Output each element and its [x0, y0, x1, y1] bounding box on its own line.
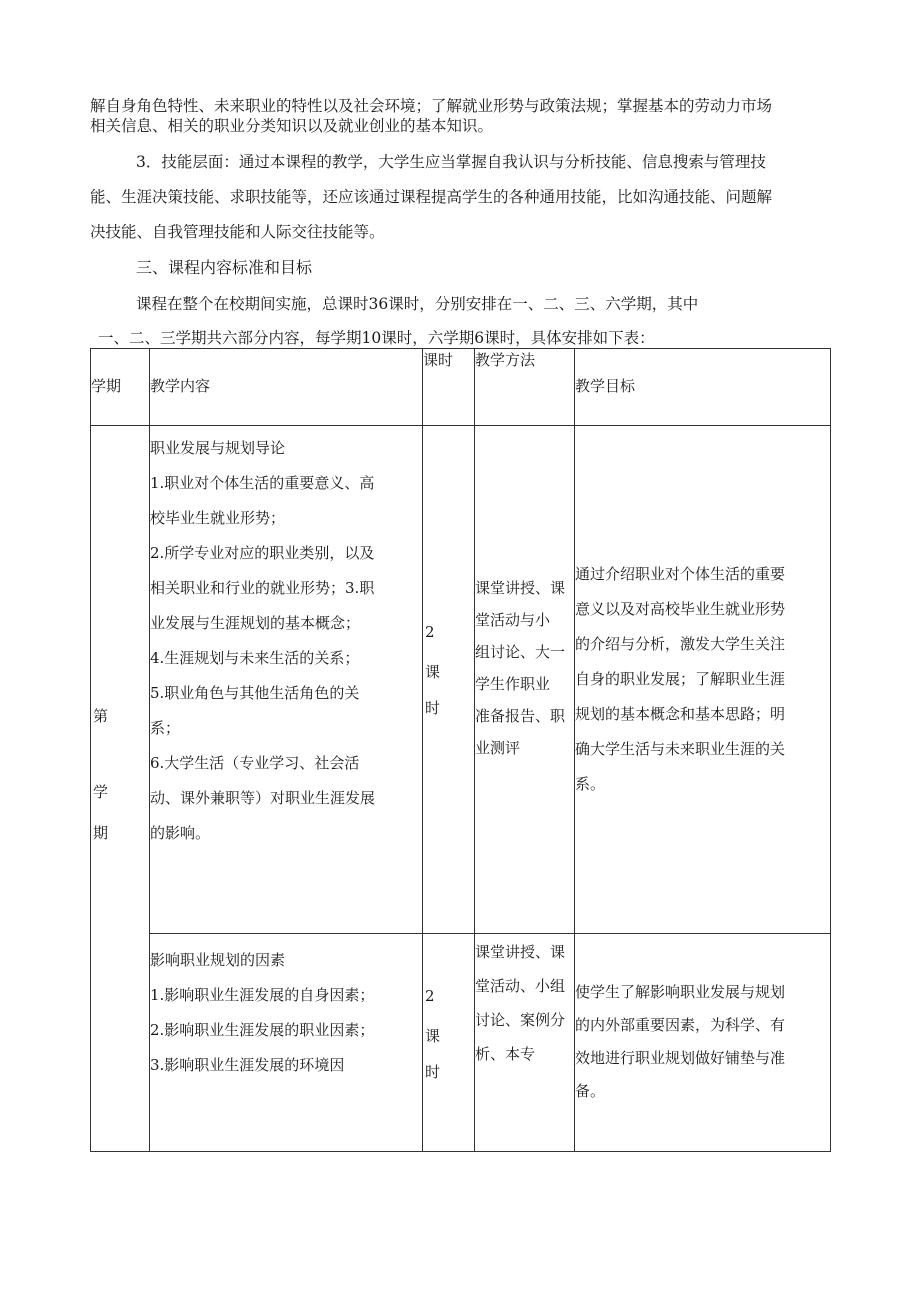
method-line: 业测评	[475, 739, 521, 757]
goal-line: 效地进行职业规划做好铺垫与准	[575, 1049, 786, 1067]
goal-line: 的介绍与分析，激发大学生关注	[575, 635, 786, 653]
goal-line: 通过介绍职业对个体生活的重要	[575, 565, 786, 583]
header-content: 教学内容	[150, 349, 423, 426]
paragraph-line: 相关信息、相关的职业分类知识以及就业创业的基本知识。	[90, 117, 494, 135]
method-cell	[475, 934, 575, 1152]
hours-char: 2	[425, 623, 435, 641]
goal-line: 意义以及对高校毕业生就业形势	[575, 600, 786, 618]
goal-cell	[575, 934, 831, 1152]
content-line: 2.影响职业生涯发展的职业因素；	[150, 1021, 375, 1039]
goal-line: 的内外部重要因素，为科学、有	[575, 1016, 786, 1034]
hours-cell	[423, 426, 475, 934]
content-line: 1.职业对个体生活的重要意义、高	[150, 474, 375, 492]
goal-line: 系。	[575, 775, 606, 793]
method-line: 析、本专	[475, 1045, 536, 1063]
goal-cell	[575, 426, 831, 934]
header-method: 教学方法	[475, 349, 575, 426]
content-line: 6.大学生活（专业学习、社会活	[150, 754, 360, 772]
hours-char: 课	[425, 663, 441, 681]
content-line: 业发展与生涯规划的基本概念；	[150, 614, 361, 632]
method-line: 组讨论、大一	[475, 643, 566, 661]
goal-line: 自身的职业发展；了解职业生涯	[575, 670, 786, 688]
paragraph-line: 课程在整个在校期间实施，总课时36课时，分别安排在一、二、三、六学期，其中	[136, 295, 699, 313]
goal-line: 规划的基本概念和基本思路；明	[575, 705, 786, 723]
method-line: 堂活动、小组	[475, 977, 566, 995]
section-title: 三、课程内容标准和目标	[136, 258, 313, 277]
hours-char: 时	[425, 699, 441, 717]
content-line: 2.所学专业对应的职业类别，以及	[150, 544, 375, 562]
content-cell	[150, 934, 423, 1152]
content-cell	[150, 426, 423, 934]
hours-char: 课	[425, 1027, 441, 1045]
content-line: 3.影响职业生涯发展的环境因	[150, 1056, 345, 1074]
content-line: 职业发展与规划导论	[150, 439, 286, 457]
goal-line: 使学生了解影响职业发展与规划	[575, 983, 786, 1001]
method-line: 课堂讲授、课	[475, 579, 566, 597]
hours-char: 2	[425, 987, 435, 1005]
method-cell	[475, 426, 575, 934]
header-goal: 教学目标	[575, 349, 831, 426]
table-header-row	[91, 349, 831, 426]
semester-cell	[91, 426, 150, 1152]
method-line: 讨论、案例分	[475, 1011, 566, 1029]
semester-label-char: 学	[93, 783, 109, 801]
semester-label-char: 期	[93, 824, 109, 842]
semester-label-char: 第	[93, 707, 109, 725]
content-line: 4.生涯规划与未来生活的关系；	[150, 649, 360, 667]
header-semester: 学期	[91, 349, 150, 426]
paragraph-line: 决技能、自我管理技能和人际交往技能等。	[90, 223, 385, 241]
method-line: 准备报告、职	[475, 707, 566, 725]
content-line: 影响职业规划的因素	[150, 951, 286, 969]
header-hours: 课时	[423, 349, 475, 426]
content-line: 校毕业生就业形势；	[150, 509, 286, 527]
course-table	[90, 348, 831, 1152]
hours-cell	[423, 934, 475, 1152]
content-line: 动、课外兼职等）对职业生涯发展	[150, 789, 376, 807]
table-row	[91, 426, 831, 934]
table-row	[91, 934, 831, 1152]
content-line: 的影响。	[150, 824, 211, 842]
content-line: 1.影响职业生涯发展的自身因素；	[150, 986, 375, 1004]
goal-line: 备。	[575, 1082, 606, 1100]
paragraph-line: 解自身角色特性、未来职业的特性以及社会环境；了解就业形势与政策法规；掌握基本的劳动力市场	[90, 97, 773, 115]
paragraph-line: 3．技能层面：通过本课程的教学，大学生应当掌握自我认识与分析技能、信息搜索与管理技	[136, 153, 766, 171]
content-line: 相关职业和行业的就业形势；3.职	[150, 579, 375, 597]
goal-line: 确大学生活与未来职业生涯的关	[575, 740, 786, 758]
method-line: 堂活动与小	[475, 611, 551, 629]
content-line: 系；	[150, 719, 181, 737]
hours-char: 时	[425, 1063, 441, 1081]
paragraph-line: 一、二、三学期共六部分内容，每学期10课时，六学期6课时，具体安排如下表：	[98, 329, 655, 347]
method-line: 课堂讲授、课	[475, 943, 566, 961]
content-line: 5.职业角色与其他生活角色的关	[150, 684, 360, 702]
paragraph-line: 能、生涯决策技能、求职技能等，还应该通过课程提高学生的各种通用技能，比如沟通技能、问题解	[90, 188, 773, 206]
method-line: 学生作职业	[475, 675, 551, 693]
